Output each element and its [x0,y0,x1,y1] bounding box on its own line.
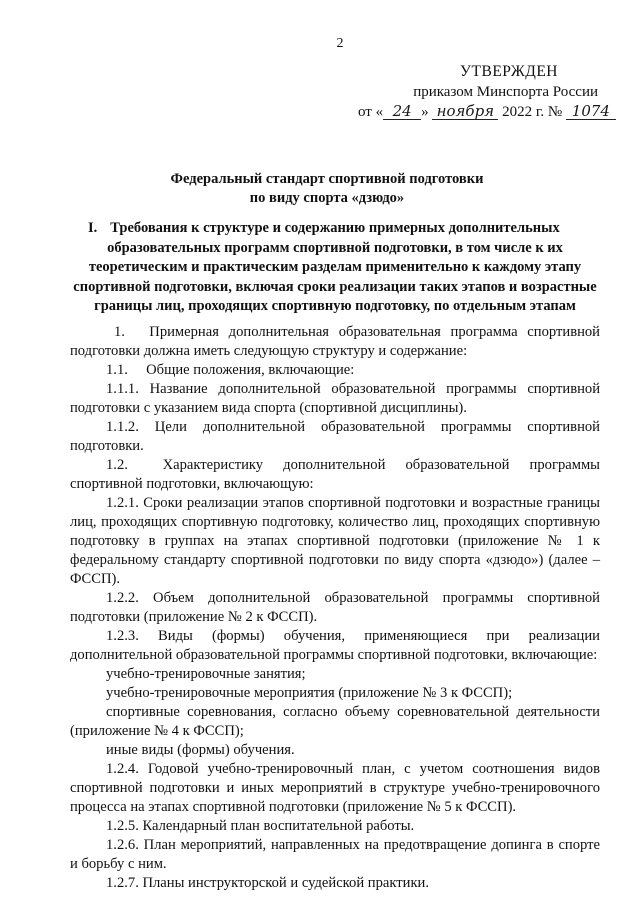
list-item-other-forms: иные виды (формы) обучения. [106,742,295,758]
paragraph-1-2-2: 1.2.2. Объем дополнительной образовательной программы спортивной подготовки (приложение № 2 к ФССП). [70,590,600,625]
paragraph-1-2-6: 1.2.6. План мероприятий, направленных на предотвращение допинга в спорте и борьбу с ним. [70,837,600,872]
list-item-competitions: спортивные соревнования, согласно объему соревновательной деятельности (приложение № 4 к ФССП); [70,704,600,739]
paragraph-1-1-2: 1.1.2. Цели дополнительной образовательной программы спортивной подготовки. [70,419,600,454]
paragraph-1-2-7: 1.2.7. Планы инструкторской и судейской практики. [106,875,429,891]
page-number: 2 [336,36,344,51]
paragraph-1-2-1: 1.2.1. Сроки реализации этапов спортивной подготовки и возрастные границы лиц, проходящих спортивную подготовку, количество лиц, проходящих спортивную подготовку в группах на этапах спортивной подготовки (приложение № 1 к федеральному стандарту спортивной подготовки по виду спорта «дзюдо») (далее – ФССП). [70,495,600,587]
section-number: I. [88,220,98,236]
document-body [70,323,600,893]
approval-stamp [358,62,610,122]
paragraph-1-1-1: 1.1.1. Название дополнительной образовательной программы спортивной подготовки с указанием вида спорта (спортивной дисциплины). [70,381,600,416]
section-heading-text: Требования к структуре и содержанию примерных дополнительных образовательных программ спортивной подготовки, в том числе к их теоретическим и практическим разделам применительно к каждому этапу спортивной подготовки, включая сроки реализации таких этапов и возрастные границы лиц, проходящих спортивную подготовку, по отдельным этапам [73,220,597,314]
date-prefix: от « [358,104,384,120]
handwritten-day: 24 [383,103,421,120]
date-year: 2022 г. № [502,104,563,120]
handwritten-order-number: 1074 [566,103,616,120]
paragraph-1-2: 1.2. Характеристику дополнительной образовательной программы спортивной подготовки, включающую: [70,457,600,492]
document-title [70,170,584,208]
paragraph-1-2-5: 1.2.5. Календарный план воспитательной работы. [106,818,415,834]
date-mid: » [421,104,429,120]
document-title-line-1: Федеральный стандарт спортивной подготовки [170,171,484,187]
document-title-line-2: по виду спорта «дзюдо» [249,190,405,206]
paragraph-1-2-3: 1.2.3. Виды (формы) обучения, применяющиеся при реализации дополнительной образовательной программы спортивной подготовки, включающие: [70,628,600,663]
paragraph-1-1: 1.1. Общие положения, включающие: [106,362,355,378]
handwritten-month: ноября [432,103,498,120]
paragraph-1: 1. Примерная дополнительная образовательная программа спортивной подготовки должна иметь следующую структуру и содержание: [70,324,600,359]
paragraph-1-2-4: 1.2.4. Годовой учебно-тренировочный план, с учетом соотношения видов спортивной подготовки и иных мероприятий в структуре учебно-тренировочного процесса на этапах спортивной подготовки (приложение № 5 к ФССП). [70,761,600,815]
approval-date-line [358,102,610,122]
approval-order-line: приказом Минспорта России [413,84,598,100]
list-item-training-sessions: учебно-тренировочные занятия; [106,666,306,682]
section-heading [70,219,600,317]
list-item-training-events: учебно-тренировочные мероприятия (приложение № 3 к ФССП); [106,685,513,701]
approval-title: УТВЕРЖДЕН [460,63,558,80]
